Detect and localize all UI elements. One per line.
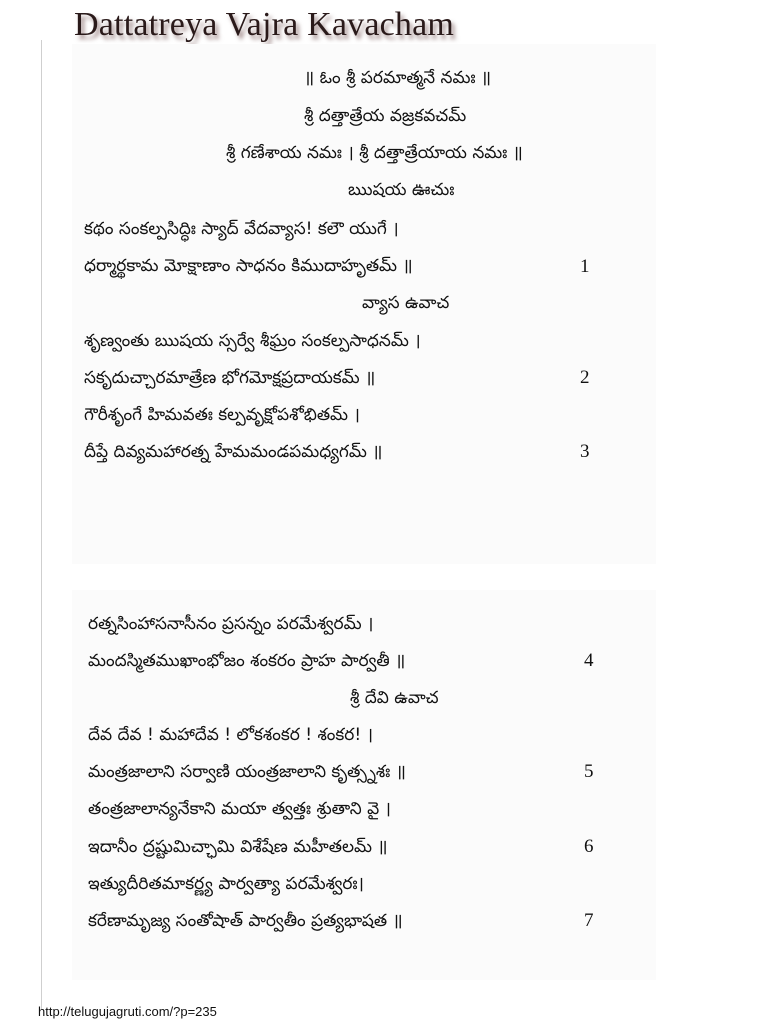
verse-line: సకృదుచ్చారమాత్రేణ భోగమోక్షప్రదాయకమ్ ॥	[84, 368, 376, 388]
document-title: Dattatreya Vajra Kavacham	[74, 6, 455, 43]
verse-line: తంత్రజాలాన్యనేకాని మయా త్వత్తః శ్రుతాని వై ।	[88, 799, 391, 819]
verse-line: దీప్తే దివ్యమహారత్న హేమమండపమధ్యగమ్ ॥	[84, 442, 383, 462]
verse-line: శృణ్వంతు ఋషయ స్సర్వే శీఘ్రం సంకల్పసాధనమ్ ।	[84, 331, 421, 351]
verse-number: 7	[584, 910, 594, 931]
source-url-link[interactable]: http://telugujagruti.com/?p=235	[38, 1004, 217, 1019]
kavacham-title-line: శ్రీ దత్తాత్రేయ వజ్రకవచమ్	[304, 106, 467, 126]
verse-line: గౌరీశృంగే హిమవతః కల్పవృక్షోపశోభితమ్ ।	[84, 405, 360, 425]
verse-line: కరేణామృజ్య సంతోషాత్ పార్వతీం ప్రత్యభాషత ॥	[88, 911, 403, 931]
verse-number: 1	[580, 256, 590, 277]
verse-line: కథం సంకల్పసిద్ధిః స్యాద్ వేదవ్యాస! కలౌ యుగే ।	[84, 219, 399, 239]
ganesha-invocation-line: శ్రీ గణేశాయ నమః । శ్రీ దత్తాత్రేయాయ నమః ॥	[226, 143, 523, 163]
verse-line: ఇదానీం ద్రష్టుమిచ్ఛామి విశేషేణ మహీతలమ్ ॥	[88, 837, 388, 857]
speaker-heading: ఋషయ ఊచుః	[348, 180, 455, 200]
page-margin-line	[41, 40, 42, 1010]
verse-number: 6	[584, 836, 594, 857]
verse-line: మందస్మితముఖాంభోజం శంకరం ప్రాహ పార్వతీ ॥	[88, 651, 406, 671]
speaker-heading: వ్యాస ఉవాచ	[362, 293, 450, 313]
verse-number: 3	[580, 441, 590, 462]
verse-line: ధర్మార్థకామ మోక్షాణాం సాధనం కిముదాహృతమ్ ॥	[84, 256, 413, 276]
verse-line: మంత్రజాలాని సర్వాణి యంత్రజాలాని కృత్స్నశః ॥	[88, 762, 406, 782]
verse-number: 2	[580, 367, 590, 388]
verse-line: రత్నసింహాసనాసీనం ప్రసన్నం పరమేశ్వరమ్ ।	[88, 614, 374, 634]
verse-number: 4	[584, 650, 594, 671]
verse-line: దేవ దేవ ! మహాదేవ ! లోకశంకర ! శంకర! ।	[88, 725, 374, 745]
verse-number: 5	[584, 761, 594, 782]
verse-line: ఇత్యుదీరితమాకర్ణ్య పార్వత్యా పరమేశ్వరః।	[88, 874, 364, 894]
invocation-line: ॥ ఓం శ్రీ పరమాత్మనే నమః ॥	[304, 68, 492, 88]
speaker-heading: శ్రీ దేవి ఉవాచ	[350, 688, 439, 708]
